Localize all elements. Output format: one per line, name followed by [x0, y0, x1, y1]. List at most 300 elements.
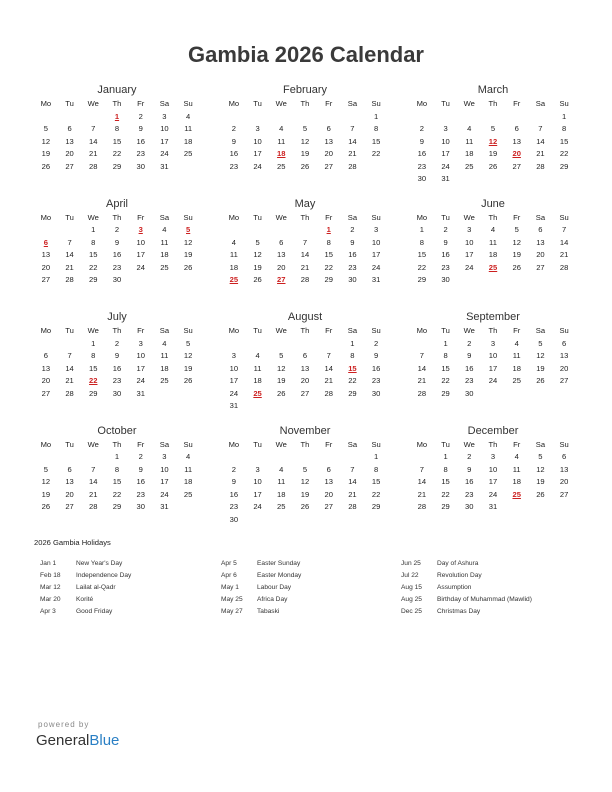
calendar-day: 4 [514, 452, 519, 461]
weekday-header: Tu [441, 212, 450, 222]
weekday-header: We [275, 439, 287, 449]
weekday-header: Sa [347, 212, 358, 222]
calendar-day: 23 [465, 489, 474, 499]
calendar-day: 15 [89, 250, 98, 259]
weekday-header: Fr [513, 326, 521, 335]
empty-cell [269, 338, 293, 351]
calendar-day: 12 [41, 477, 51, 486]
calendar-day: 3 [162, 111, 167, 121]
weekday-header: Sa [535, 212, 546, 222]
calendar-day: 24 [229, 388, 239, 398]
calendar-day: 28 [65, 275, 74, 284]
calendar-day: 7 [67, 237, 72, 247]
calendar-day: 16 [417, 149, 427, 158]
calendar-day: 12 [183, 351, 193, 360]
weekday-header: We [87, 212, 99, 222]
empty-cell [410, 338, 434, 351]
weekday-header: Th [300, 99, 310, 108]
calendar-day: 26 [183, 262, 193, 272]
calendar-day: 12 [300, 136, 310, 146]
weekday-header: Fr [137, 326, 145, 335]
calendar-day: 28 [324, 388, 333, 398]
calendar-day: 2 [138, 111, 143, 121]
weekday-header: We [275, 326, 287, 335]
calendar-day: 22 [112, 149, 122, 158]
calendar-day: 20 [65, 149, 74, 158]
holiday-row [40, 606, 220, 618]
calendar-day: 27 [324, 161, 333, 171]
calendar-day: 11 [512, 351, 521, 360]
calendar-day: 9 [467, 351, 472, 360]
holiday-name: Easter Monday [257, 572, 302, 579]
calendar-day: 2 [231, 464, 236, 474]
calendar-day: 10 [465, 237, 474, 247]
calendar-day: 26 [300, 502, 310, 511]
weekday-header: Sa [535, 439, 546, 449]
weekday-header: We [463, 326, 475, 335]
calendar-day: 5 [490, 124, 496, 133]
calendar-day: 21 [65, 376, 74, 385]
weekday-header: Su [559, 326, 569, 335]
calendar-day: 2 [467, 338, 472, 348]
calendar-day: 3 [490, 452, 496, 461]
calendar-day: 15 [89, 363, 98, 373]
calendar-day: 31 [160, 502, 169, 511]
weekday-header: Tu [65, 212, 74, 222]
day-grid [410, 98, 576, 186]
day-grid [34, 212, 200, 287]
weekday-header: Su [559, 439, 569, 449]
month-name: June [481, 197, 505, 210]
calendar-day: 28 [536, 161, 545, 171]
weekday-header: Tu [441, 439, 450, 449]
calendar-day: 25 [183, 149, 193, 158]
calendar-day: 21 [89, 489, 98, 499]
calendar-day: 10 [253, 136, 262, 146]
empty-cell [269, 451, 293, 464]
empty-cell [529, 111, 553, 124]
calendar-day: 18 [229, 262, 239, 272]
weekday-header: Sa [535, 326, 546, 335]
calendar-day: 31 [136, 388, 145, 398]
weekday-header: Su [559, 99, 569, 108]
calendar-day: 20 [536, 250, 545, 259]
calendar-day: 11 [184, 464, 193, 474]
calendar-day: 19 [41, 149, 51, 158]
weekday-header: Fr [137, 439, 145, 449]
calendar-day: 8 [419, 237, 424, 247]
calendar-day: 13 [536, 237, 545, 247]
calendar-day: 23 [441, 262, 450, 272]
calendar-day: 8 [443, 351, 448, 360]
weekday-header: Th [300, 212, 310, 222]
weekday-header: Mo [228, 326, 240, 335]
month-name: April [105, 197, 128, 210]
empty-cell [317, 338, 341, 351]
calendar-day: 9 [138, 464, 143, 474]
empty-cell [293, 224, 317, 237]
holiday-day: 25 [229, 275, 239, 284]
calendar-day: 27 [65, 502, 74, 511]
day-grid [34, 325, 200, 400]
calendar-day: 19 [488, 149, 498, 158]
weekday-header: Fr [137, 212, 145, 222]
empty-cell [293, 451, 317, 464]
weekday-header: We [275, 212, 287, 222]
calendar-day: 16 [136, 136, 145, 146]
calendar-day: 19 [536, 477, 545, 486]
calendar-day: 28 [417, 388, 427, 398]
calendar-day: 15 [441, 363, 450, 373]
calendar-day: 7 [419, 351, 424, 360]
holiday-date: Jul 22 [401, 572, 419, 579]
calendar-day: 28 [89, 161, 98, 171]
holiday-day: 12 [488, 136, 498, 146]
calendar-day: 12 [41, 136, 51, 146]
holiday-name: Good Friday [76, 608, 113, 615]
calendar-day: 4 [162, 338, 167, 348]
calendar-day: 16 [112, 363, 122, 373]
calendar-day: 8 [91, 237, 96, 247]
empty-cell [246, 451, 270, 464]
calendar-day: 15 [441, 477, 450, 486]
powered-by-text: powered by [38, 720, 90, 729]
empty-cell [293, 338, 317, 351]
weekday-header: Th [112, 439, 122, 449]
calendar-day: 6 [562, 452, 567, 461]
holiday-name: Birthday of Muhammad (Mawlid) [437, 596, 532, 603]
empty-cell [58, 451, 82, 464]
calendar-day: 14 [65, 363, 74, 373]
calendar-day: 12 [277, 363, 286, 373]
holiday-name: Christmas Day [437, 608, 481, 615]
month-november [222, 423, 388, 537]
calendar-day: 15 [324, 250, 333, 259]
empty-cell [457, 111, 481, 124]
calendar-day: 14 [300, 250, 310, 259]
weekday-header: Sa [535, 99, 546, 108]
empty-cell [269, 111, 293, 124]
holiday-date: Dec 25 [401, 608, 422, 615]
weekday-header: Sa [159, 99, 170, 108]
calendar-day: 26 [300, 161, 310, 171]
calendar-day: 10 [371, 237, 381, 247]
calendar-day: 3 [162, 452, 167, 461]
calendar-day: 26 [512, 262, 521, 272]
calendar-day: 19 [536, 363, 545, 373]
calendar-day: 28 [348, 502, 357, 511]
calendar-day: 22 [324, 262, 333, 272]
calendar-day: 18 [183, 477, 193, 486]
weekday-header: Tu [441, 99, 450, 108]
calendar-day: 1 [91, 225, 96, 234]
calendar-day: 19 [41, 489, 51, 499]
holiday-date: Apr 3 [40, 608, 56, 615]
calendar-day: 3 [374, 225, 379, 234]
holiday-name: Labour Day [257, 584, 292, 591]
weekday-header: Sa [347, 99, 358, 108]
calendar-day: 15 [371, 477, 381, 486]
calendar-day: 8 [374, 124, 379, 133]
day-grid [34, 439, 200, 514]
weekday-header: Mo [228, 99, 240, 108]
calendar-day: 24 [488, 489, 498, 499]
calendar-day: 9 [114, 351, 120, 360]
calendar-day: 4 [514, 338, 519, 348]
calendar-day: 11 [489, 237, 497, 247]
calendar-day: 9 [467, 464, 472, 474]
calendar-day: 19 [512, 250, 521, 259]
empty-cell [222, 224, 246, 237]
holiday-day: 27 [277, 275, 286, 284]
empty-cell [58, 338, 82, 351]
holiday-day: 18 [277, 149, 286, 158]
calendar-day: 4 [231, 237, 236, 247]
weekday-header: Su [183, 212, 193, 222]
calendar-day: 27 [512, 161, 521, 171]
calendar-day: 10 [441, 136, 450, 146]
calendar-day: 17 [136, 250, 145, 259]
calendar-day: 20 [41, 262, 51, 272]
calendar-day: 30 [348, 275, 357, 284]
calendar-day: 29 [559, 161, 569, 171]
holiday-row [40, 558, 220, 570]
calendar-day: 22 [348, 376, 357, 385]
weekday-header: Su [183, 326, 193, 335]
weekday-header: Fr [513, 99, 521, 108]
empty-cell [58, 111, 82, 124]
weekday-header: Th [488, 439, 498, 449]
weekday-header: Su [371, 439, 381, 449]
calendar-day: 21 [417, 376, 427, 385]
calendar-day: 28 [348, 161, 357, 171]
calendar-day: 14 [417, 363, 427, 373]
weekday-header: Mo [40, 99, 52, 108]
month-may [222, 196, 388, 310]
calendar-day: 10 [488, 351, 498, 360]
weekday-header: Mo [416, 439, 428, 449]
calendar-day: 2 [467, 452, 472, 461]
calendar-day: 24 [441, 161, 450, 171]
empty-cell [434, 111, 458, 124]
calendar-day: 15 [112, 477, 122, 486]
weekday-header: Tu [65, 99, 74, 108]
day-grid [222, 325, 388, 413]
weekday-header: Th [488, 326, 498, 335]
holiday-day: 5 [186, 225, 191, 234]
calendar-day: 22 [89, 262, 98, 272]
month-name: January [97, 84, 137, 96]
calendar-day: 9 [374, 351, 379, 360]
holiday-day: 25 [512, 489, 521, 499]
calendar-day: 24 [136, 262, 145, 272]
calendar-day: 20 [324, 149, 333, 158]
weekday-header: Su [371, 99, 381, 108]
calendar-day: 12 [536, 464, 545, 474]
calendar-day: 5 [538, 338, 543, 348]
empty-cell [34, 111, 58, 124]
month-name: November [279, 424, 331, 437]
weekday-header: Su [183, 439, 193, 449]
calendar-day: 11 [277, 136, 286, 146]
calendar-day: 13 [277, 250, 286, 259]
calendar-day: 30 [465, 502, 474, 511]
calendar-day: 14 [559, 237, 569, 247]
calendar-day: 18 [465, 149, 474, 158]
month-april [34, 196, 200, 310]
calendar-day: 16 [229, 489, 239, 499]
calendar-day: 19 [253, 262, 262, 272]
months-grid [34, 82, 588, 536]
empty-cell [81, 111, 105, 124]
calendar-day: 12 [536, 351, 545, 360]
empty-cell [34, 338, 58, 351]
calendar-day: 13 [41, 250, 51, 259]
calendar-day: 27 [559, 376, 569, 385]
calendar-day: 5 [43, 124, 48, 133]
weekday-header: Th [488, 212, 498, 222]
calendar-day: 5 [302, 124, 308, 133]
month-name: February [282, 84, 328, 96]
brand-general: General [36, 732, 90, 749]
calendar-day: 30 [136, 502, 145, 511]
calendar-day: 29 [112, 161, 122, 171]
calendar-day: 16 [465, 363, 474, 373]
weekday-header: Sa [159, 212, 170, 222]
calendar-day: 16 [371, 363, 381, 373]
calendar-day: 8 [374, 464, 379, 474]
calendar-day: 19 [183, 250, 193, 259]
holiday-row [40, 570, 220, 582]
weekday-header: Tu [65, 326, 74, 335]
month-name: September [466, 311, 520, 323]
calendar-day: 4 [186, 111, 191, 121]
calendar-day: 3 [443, 124, 448, 133]
calendar-day: 11 [512, 464, 521, 474]
calendar-day: 4 [490, 225, 496, 234]
weekday-header: Fr [325, 212, 333, 222]
calendar-day: 30 [136, 161, 145, 171]
calendar-day: 7 [91, 124, 96, 133]
calendar-day: 13 [300, 363, 310, 373]
holiday-row [401, 606, 581, 618]
calendar-day: 1 [374, 111, 379, 121]
calendar-day: 18 [512, 363, 521, 373]
weekday-header: We [463, 439, 475, 449]
calendar-day: 10 [160, 124, 169, 133]
weekday-header: Fr [325, 99, 333, 108]
weekday-header: Tu [253, 326, 262, 335]
calendar-day: 21 [348, 489, 357, 499]
calendar-day: 28 [300, 275, 310, 284]
weekday-header: Su [371, 326, 381, 335]
calendar-day: 28 [559, 262, 569, 272]
calendar-day: 20 [559, 477, 569, 486]
holiday-row [221, 558, 401, 570]
holiday-day: 20 [512, 149, 521, 158]
calendar-day: 8 [443, 464, 448, 474]
holiday-date: May 1 [221, 584, 239, 591]
weekday-header: Mo [40, 439, 52, 449]
calendar-day: 29 [89, 275, 98, 284]
empty-cell [34, 224, 58, 237]
calendar-day: 25 [183, 489, 193, 499]
weekday-header: Th [300, 326, 310, 335]
holiday-date: Apr 6 [221, 572, 237, 579]
calendar-day: 8 [91, 351, 96, 360]
holiday-date: Apr 5 [221, 560, 237, 567]
calendar-day: 15 [371, 136, 381, 146]
month-name: July [107, 311, 127, 323]
calendar-day: 22 [559, 149, 569, 158]
calendar-day: 10 [229, 363, 239, 373]
calendar-day: 11 [253, 363, 262, 373]
calendar-day: 17 [371, 250, 381, 259]
calendar-day: 29 [348, 388, 357, 398]
calendar-day: 24 [371, 262, 381, 272]
holiday-name: Easter Sunday [257, 560, 301, 567]
empty-cell [505, 111, 529, 124]
calendar-day: 23 [417, 161, 427, 171]
calendar-day: 1 [419, 225, 424, 234]
holiday-day: 1 [326, 225, 331, 234]
holiday-name: Africa Day [257, 596, 288, 603]
holiday-date: May 25 [221, 596, 243, 603]
empty-cell [246, 338, 270, 351]
calendar-day: 12 [300, 477, 310, 486]
empty-cell [410, 111, 434, 124]
empty-cell [246, 224, 270, 237]
calendar-day: 7 [350, 464, 355, 474]
holiday-day: 15 [348, 363, 357, 373]
holiday-row [221, 594, 401, 606]
calendar-day: 21 [65, 262, 74, 272]
calendar-day: 5 [255, 237, 260, 247]
calendar-day: 18 [160, 250, 169, 259]
calendar-day: 9 [231, 136, 236, 146]
holiday-row [401, 582, 581, 594]
calendar-day: 14 [348, 477, 357, 486]
calendar-day: 29 [441, 502, 450, 511]
calendar-day: 7 [538, 124, 543, 133]
calendar-day: 25 [160, 376, 169, 385]
calendar-day: 6 [279, 237, 284, 247]
calendar-day: 7 [562, 225, 567, 234]
holiday-name: Korité [76, 596, 94, 603]
weekday-header: Mo [416, 326, 428, 335]
holiday-row [40, 594, 220, 606]
calendar-day: 22 [441, 489, 450, 499]
weekday-header: Su [371, 212, 381, 222]
calendar-day: 22 [371, 149, 381, 158]
weekday-header: Su [559, 212, 569, 222]
calendar-day: 23 [229, 161, 239, 171]
calendar-day: 18 [160, 363, 169, 373]
brand-blue: Blue [89, 732, 120, 749]
calendar-day: 16 [348, 250, 357, 259]
calendar-day: 8 [326, 237, 331, 247]
calendar-day: 6 [562, 338, 567, 348]
weekday-header: Th [300, 439, 310, 449]
calendar-day: 3 [231, 351, 236, 360]
calendar-day: 21 [89, 149, 98, 158]
month-name: December [467, 424, 519, 437]
holiday-day: 1 [114, 111, 120, 121]
calendar-day: 9 [231, 477, 236, 486]
calendar-day: 19 [183, 363, 193, 373]
brand-logo[interactable] [36, 732, 119, 749]
calendar-day: 2 [443, 225, 448, 234]
